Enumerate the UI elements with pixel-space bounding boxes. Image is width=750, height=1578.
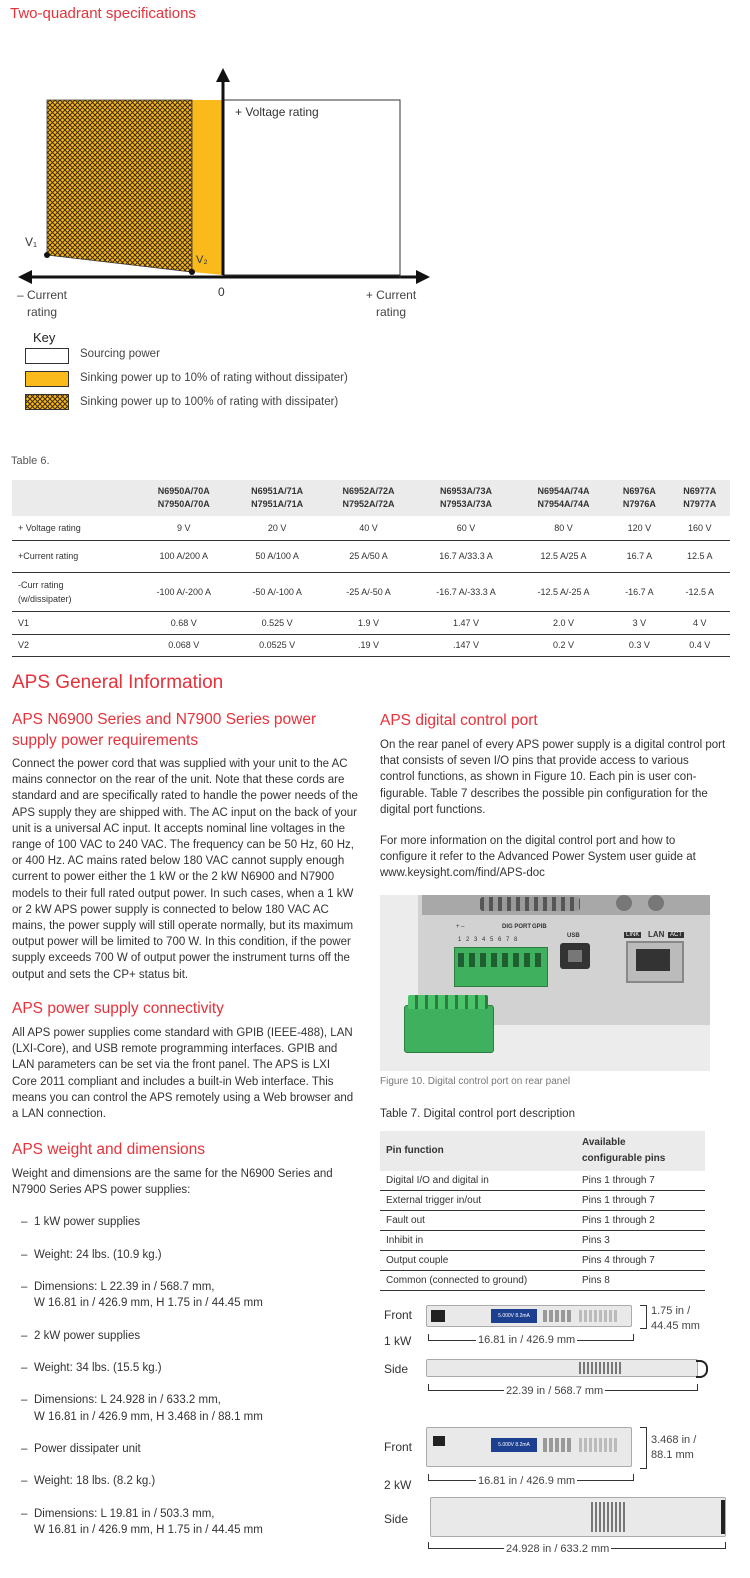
key-swatch-sourcing <box>25 348 69 364</box>
table7-header: Available configurable pins <box>576 1131 705 1171</box>
sourcing-region <box>223 100 400 275</box>
quadrant-title: Two-quadrant specifications <box>10 5 196 22</box>
length-label-1kw: 22.39 in / 568.7 mm <box>506 1385 604 1397</box>
table-row: Output couple Pins 4 through 7 <box>380 1251 705 1271</box>
digital-heading: APS digital control port <box>380 712 538 729</box>
table-row: + Voltage rating 9 V 20 V 40 V 60 V 80 V 120 V 160 V <box>12 516 730 540</box>
key-title: Key <box>33 330 56 345</box>
table-row: Common (connected to ground) Pins 8 <box>380 1271 705 1291</box>
side-label-2kw: Side <box>384 1512 409 1526</box>
table-row: -Curr rating (w/dissipater) -100 A/-200 A -50 A/-100 A -25 A/-50 A -16.7 A/-33.3 A -12.5 A/-25 A -16.7 A -12.5 A <box>12 572 730 611</box>
sinking-100-region <box>47 100 192 272</box>
side-label-1kw: Side <box>384 1362 409 1376</box>
width-label-2kw: 16.81 in / 426.9 mm <box>478 1475 576 1487</box>
digital-port-photo: + – DIG PORT GPIB 1 2 3 4 5 6 7 8 USB LINK LAN ACT <box>380 895 710 1071</box>
table7-header: Pin function <box>380 1131 576 1171</box>
key-swatch-sinking-10 <box>25 371 69 387</box>
front-view-1kw: 5.000V 8.2mA <box>426 1305 632 1327</box>
table6 <box>12 480 730 657</box>
front-label-2kw: Front <box>384 1440 413 1454</box>
key-swatch-sinking-100 <box>25 394 69 410</box>
table-row: V2 0.068 V 0.0525 V .19 V .147 V 0.2 V 0.3 V 0.4 V <box>12 634 730 656</box>
key-label-sourcing: Sourcing power <box>80 348 160 360</box>
digital-text: On the rear panel of every APS power supply is a digital control port that consists of seven I/O pins that provide access to various control functions, as shown in Figure 10. Each pin is user con-figurable. Table 7 describes the possible pin configuration for the digital port functions. <box>380 739 726 816</box>
aps-doc-link[interactable]: www.keysight.com/find/APS-doc <box>380 867 545 879</box>
connectivity-text: All APS power supplies come standard with GPIB (IEEE-488), LAN (LXI-Core), and USB remote programming interfaces. GPIB and LAN parameters can be set via the front panel. The APS is LXI Core 2011 compliant and includes a built-in Web interface. This means you can control the APS remotely using a Web browser and a LAN connection. <box>12 1027 354 1121</box>
neg-current-label: – Current rating <box>16 288 68 319</box>
list-item: – Weight: 18 lbs. (8.2 kg.) <box>12 1473 362 1489</box>
general-title: APS General Information <box>12 672 224 693</box>
list-item: – 2 kW power supplies <box>12 1328 362 1344</box>
width-label-1kw: 16.81 in / 426.9 mm <box>478 1334 576 1346</box>
table6-header: N6954A/74A N7954A/74A <box>518 480 609 516</box>
side-view-1kw <box>426 1359 698 1377</box>
list-item: – Dimensions: L 24.928 in / 633.2 mm, W 16.81 in / 426.9 mm, H 3.468 in / 88.1 mm <box>12 1392 362 1424</box>
key-label-sinking-100: Sinking power up to 100% of rating with dissipater) <box>80 396 339 408</box>
table-row: V1 0.68 V 0.525 V 1.9 V 1.47 V 2.0 V 3 V 4 V <box>12 611 730 634</box>
table-row: Inhibit in Pins 3 <box>380 1231 705 1251</box>
digital-more-text: For more information on the digital control port and how to configure it refer to the Advanced Power System user guide at <box>380 835 696 864</box>
table6-header: N6950A/70A N7950A/70A <box>136 480 231 516</box>
table6-header: N6952A/72A N7952A/72A <box>323 480 414 516</box>
list-item: – Weight: 34 lbs. (15.5 kg.) <box>12 1360 362 1376</box>
kw2-label: 2 kW <box>384 1478 412 1492</box>
list-item: – Dimensions: L 22.39 in / 568.7 mm, W 16.81 in / 426.9 mm, H 1.75 in / 44.45 mm <box>12 1279 362 1311</box>
list-item: – Power dissipater unit <box>12 1441 362 1457</box>
table-row: Fault out Pins 1 through 2 <box>380 1211 705 1231</box>
v2-label: V₂ <box>196 254 208 266</box>
key-label-sinking-10: Sinking power up to 10% of rating without dissipater) <box>80 372 348 384</box>
table7-caption: Table 7. Digital control port description <box>380 1108 575 1120</box>
weight-list <box>12 1198 362 1554</box>
figure-caption: Figure 10. Digital control port on rear panel <box>380 1076 571 1087</box>
weight-intro: Weight and dimensions are the same for the N6900 Series and N7900 Series APS power supplies: <box>12 1168 333 1197</box>
voltage-rating-label: + Voltage rating <box>235 105 319 119</box>
table-row: Digital I/O and digital in Pins 1 through 7 <box>380 1171 705 1191</box>
origin-label: 0 <box>218 285 225 299</box>
table6-header: N6953A/73A N7953A/73A <box>414 480 518 516</box>
weight-heading: APS weight and dimensions <box>12 1141 206 1158</box>
v1-label: V₁ <box>25 235 38 249</box>
list-item: – Weight: 24 lbs. (10.9 kg.) <box>12 1247 362 1263</box>
table6-caption: Table 6. <box>11 455 50 467</box>
table6-header: N6976A N7976A <box>609 480 669 516</box>
length-label-2kw: 24.928 in / 633.2 mm <box>506 1543 610 1555</box>
front-label-1kw: Front <box>384 1308 413 1322</box>
requirements-heading: APS N6900 Series and N7900 Series power supply power requirements <box>12 711 317 749</box>
table6-header: N6951A/71A N7951A/71A <box>231 480 322 516</box>
table-row: External trigger in/out Pins 1 through 7 <box>380 1191 705 1211</box>
front-view-2kw: 5.000V 8.2mA <box>426 1427 632 1467</box>
list-item: – Dimensions: L 19.81 in / 503.3 mm, W 16.81 in / 426.9 mm, H 1.75 in / 44.45 mm <box>12 1506 362 1538</box>
side-view-2kw <box>430 1497 726 1537</box>
height-label-1kw: 1.75 in / 44.45 mm <box>651 1305 700 1332</box>
connectivity-heading: APS power supply connectivity <box>12 1000 224 1017</box>
height-label-2kw: 3.468 in / 88.1 mm <box>651 1434 697 1461</box>
sinking-10-region <box>192 100 223 275</box>
table6-header: N6977A N7977A <box>670 480 730 516</box>
table7 <box>380 1131 705 1291</box>
list-item: – 1 kW power supplies <box>12 1214 362 1230</box>
kw1-label: 1 kW <box>384 1334 412 1348</box>
table-row: +Current rating 100 A/200 A 50 A/100 A 25 A/50 A 16.7 A/33.3 A 12.5 A/25 A 16.7 A 12.5 A <box>12 540 730 572</box>
requirements-text: Connect the power cord that was supplied with your unit to the AC mains connector on the rear of the unit. Note that these cords are standard and are specifically rated to handle the power needs of the APS supply they are shipped with. The AC input on the back of your unit is a universal AC input. It accepts nominal line voltages in the range of 100 VAC to 240 VAC. The frequency can be 50 Hz, 60 Hz, or 400 Hz. AC mains rated below 180 VAC cannot supply enough current to power either the 1 kW or the 2 kW N6900 and N7900 models to their full rated output power. In such cases, when a 1 kW or 2 kW APS power supply is connected to below 180 VAC AC mains, the power supply will still operate normally, but its maximum output power will be limited to 700 W. In this condition, if the power supply exceeds 700 W of output power the instrument turns off the output and sets the CP+ status bit. <box>12 758 358 981</box>
pos-current-label: + Current rating <box>365 288 417 319</box>
